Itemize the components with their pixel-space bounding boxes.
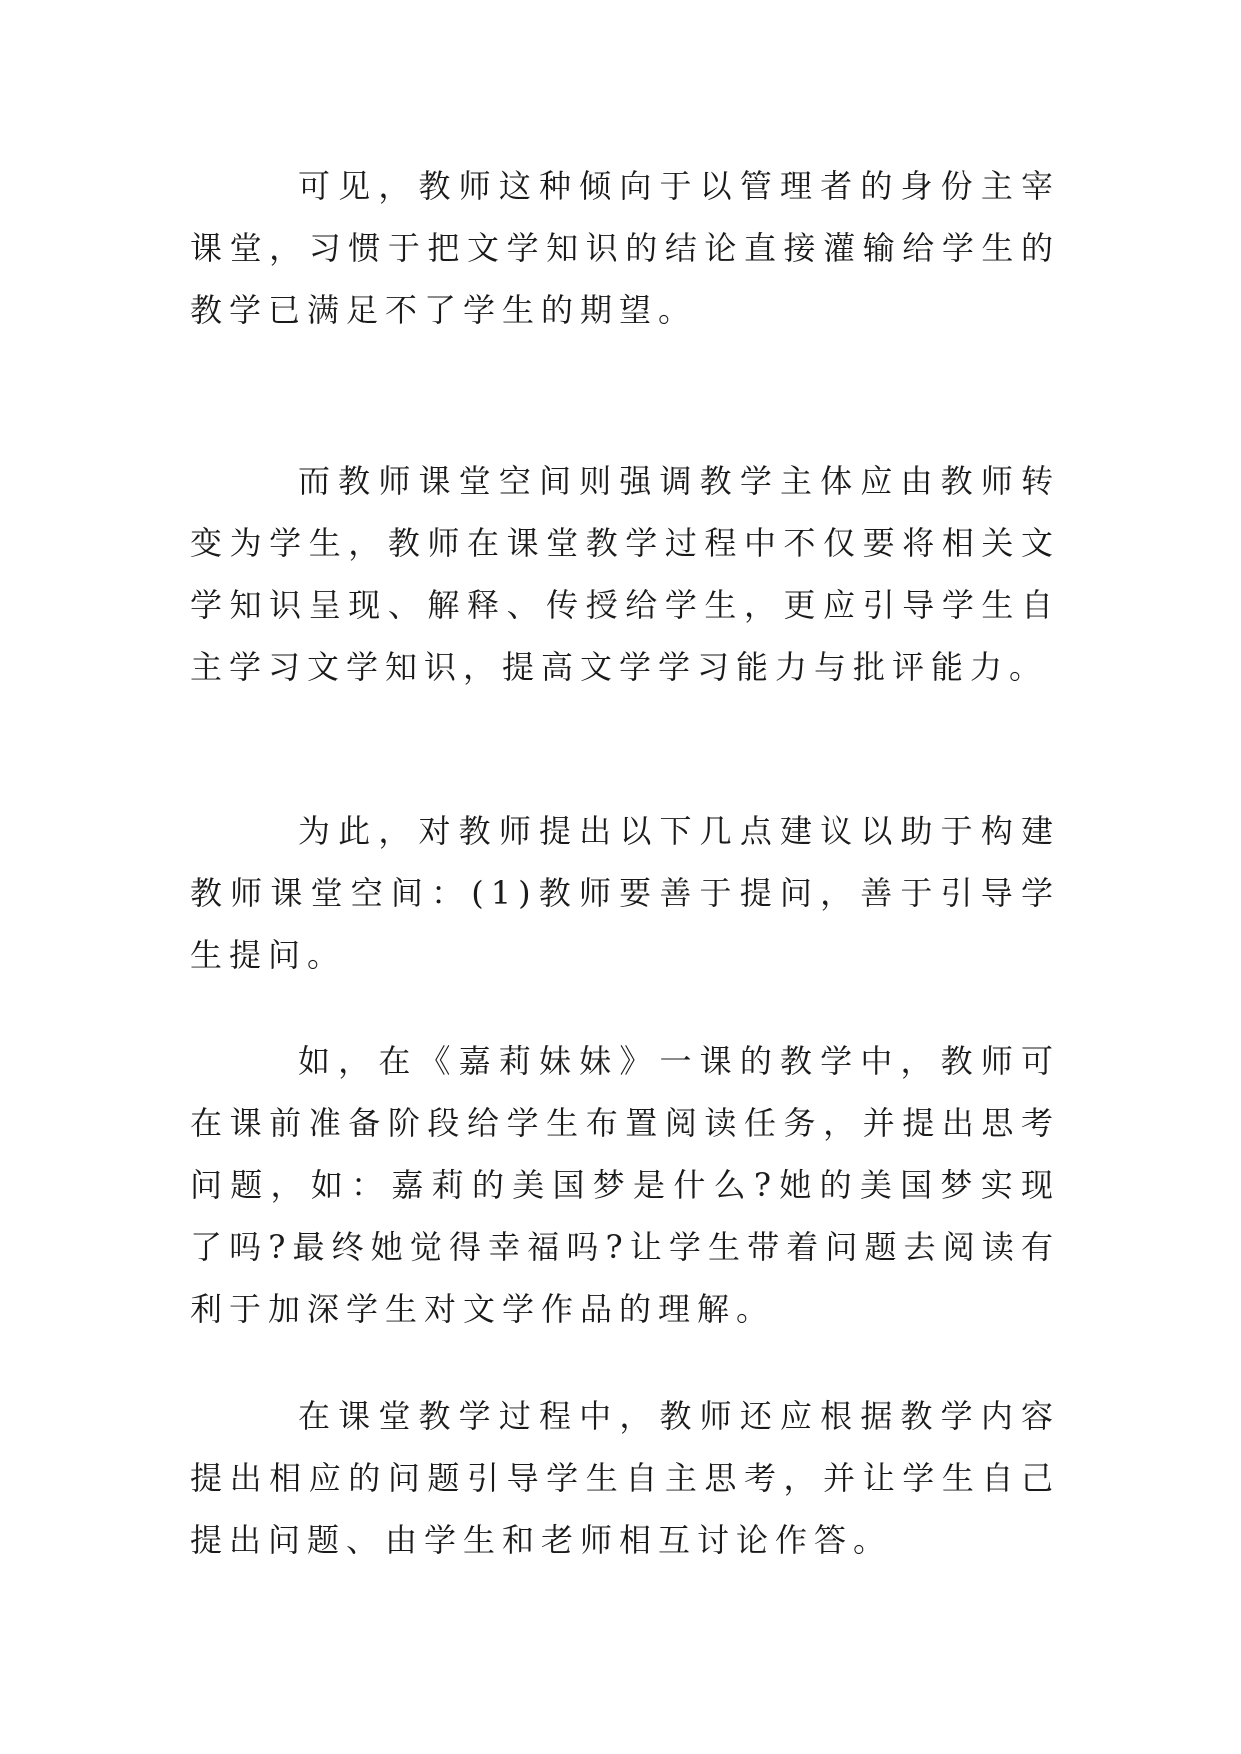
paragraph: 为此，对教师提出以下几点建议以助于构建教师课堂空间：(1)教师要善于提问，善于引导学生提问。 bbox=[190, 812, 1060, 974]
paragraph: 在课堂教学过程中，教师还应根据教学内容提出相应的问题引导学生自主思考，并让学生自己提出问题、由学生和老师相互讨论作答。 bbox=[190, 1397, 1060, 1559]
paragraph: 如，在《嘉莉妹妹》一课的教学中，教师可在课前准备阶段给学生布置阅读任务，并提出思考问题，如：嘉莉的美国梦是什么?她的美国梦实现了吗?最终她觉得幸福吗?让学生带着问题去阅读有利于加深学生对文学作品的理解。 bbox=[190, 1042, 1060, 1328]
paragraph: 而教师课堂空间则强调教学主体应由教师转变为学生，教师在课堂教学过程中不仅要将相关文学知识呈现、解释、传授给学生，更应引导学生自主学习文学知识，提高文学学习能力与批评能力。 bbox=[190, 462, 1060, 686]
paragraph: 可见，教师这种倾向于以管理者的身份主宰课堂，习惯于把文学知识的结论直接灌输给学生的教学已满足不了学生的期望。 bbox=[190, 167, 1060, 329]
